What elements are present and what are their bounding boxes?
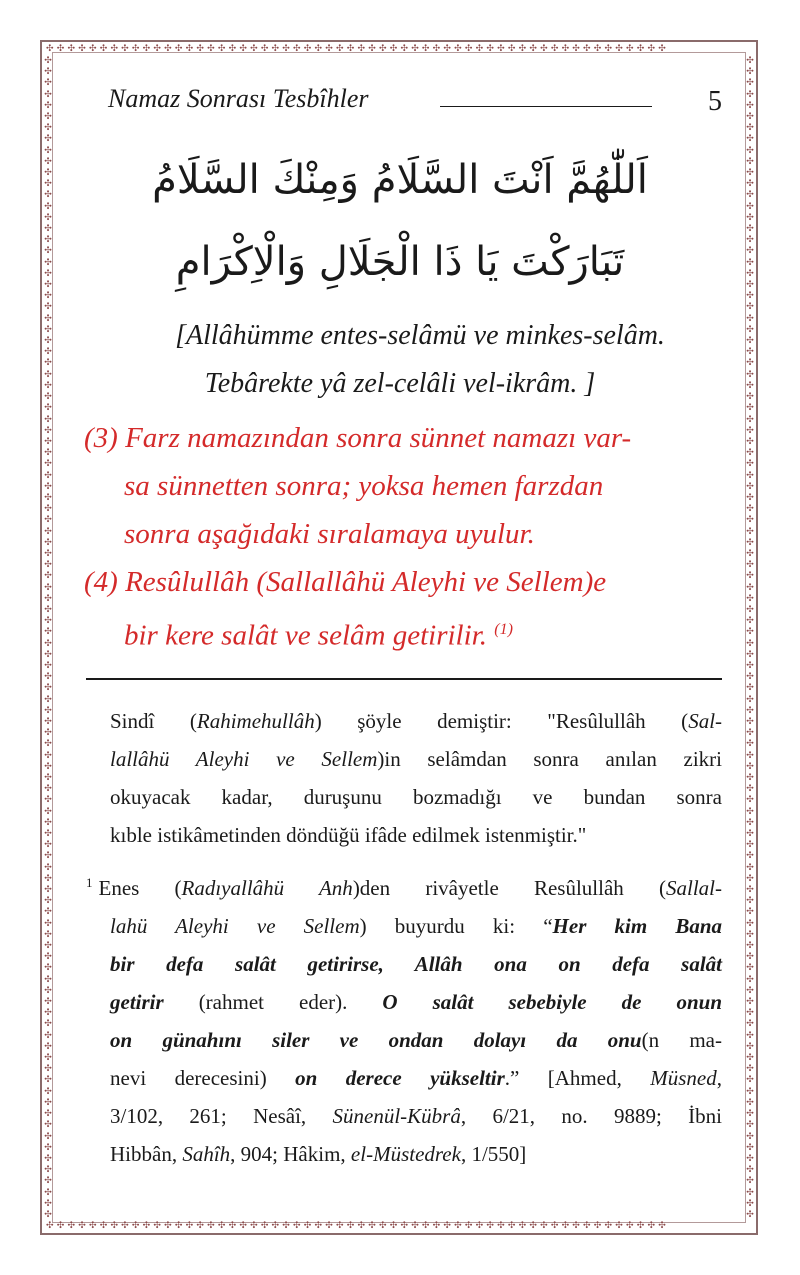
- text-run: ) buyurdu ki: “: [359, 914, 553, 938]
- text-run: nevi derecesini): [110, 1066, 296, 1090]
- text-run: O salât sebebiyle de onun: [382, 990, 722, 1014]
- text-run: 3/102, 261; Nesâî,: [110, 1104, 333, 1128]
- text-run: Sallal-: [665, 876, 722, 900]
- text-run: Sindî (: [110, 709, 197, 733]
- footnote-1-line-2: [86, 907, 722, 945]
- note-3-line-3: sonra aşağıdaki sıralamaya uyulur.: [124, 518, 535, 550]
- footnote-1-line-6: [86, 1059, 722, 1097]
- footnote-sindi-line-3: okuyacak kadar, duruşunu bozmadığı ve bundan sonra: [110, 785, 722, 809]
- text-run: ,: [716, 1066, 722, 1090]
- text-run: on günahını siler ve ondan dolayı da onu: [110, 1028, 642, 1052]
- footnote-1-line-3: bir defa salât getirirse, Allâh ona on defa salât: [110, 952, 722, 976]
- footnote-1-line-1: [86, 864, 722, 907]
- text-run: Sahîh: [182, 1142, 231, 1166]
- footnote-reference: (1): [494, 621, 513, 638]
- footnote-1-line-5: [86, 1021, 722, 1059]
- text-run: .” [Ahmed,: [504, 1066, 651, 1090]
- text-run: lahü Aleyhi ve Sellem: [110, 914, 360, 938]
- footnote-sindi-line-2: [86, 740, 722, 778]
- text-run: Hibbân,: [110, 1142, 183, 1166]
- note-4-line-2: bir kere salât ve selâm getirilir.: [124, 619, 487, 652]
- page-header: [108, 82, 728, 126]
- header-rule: [440, 106, 652, 107]
- footnote-separator: [86, 678, 722, 680]
- text-run: lallâhü Aleyhi ve Sellem: [110, 747, 378, 771]
- text-run: getirir: [110, 990, 164, 1014]
- arabic-line-1: اَللّٰهُمَّ اَنْتَ السَّلَامُ وَمِنْكَ السَّلَامُ: [152, 157, 648, 203]
- footnote-1-marker: 1: [86, 875, 93, 890]
- border-ornament-bottom: ✣✣✣✣✣✣✣✣✣✣✣✣✣✣✣✣✣✣✣✣✣✣✣✣✣✣✣✣✣✣✣✣✣✣✣✣✣✣✣✣✣✣✣✣✣✣✣✣✣✣✣✣✣✣✣✣✣✣: [46, 1221, 669, 1231]
- note-4: [84, 558, 724, 660]
- note-3: [84, 414, 724, 558]
- border-ornament-right: ✣✣✣✣✣✣✣✣✣✣✣✣✣✣✣✣✣✣✣✣✣✣✣✣✣✣✣✣✣✣✣✣✣✣✣✣✣✣✣✣✣✣✣✣✣✣✣✣✣✣✣✣✣✣✣✣✣✣✣✣✣✣✣✣✣✣✣✣✣✣✣✣✣✣✣✣✣✣✣✣✣✣✣✣✣✣✣✣✣✣✣✣✣✣✣✣✣✣✣✣✣✣✣✣: [746, 56, 754, 1219]
- text-run: )in selâmdan sonra anılan zikri: [377, 747, 722, 771]
- text-run: Radıyallâhü Anh: [181, 876, 353, 900]
- footnote-1-line-7: [86, 1097, 722, 1135]
- text-run: , 1/550]: [460, 1142, 527, 1166]
- note-3-line-2: sa sünnetten sonra; yoksa hemen farzdan: [124, 470, 604, 502]
- footnote-sindi: [86, 702, 722, 854]
- footnote-sindi-line-1: [86, 702, 722, 740]
- text-run: )den rivâyetle Resûlullâh (: [352, 876, 666, 900]
- text-run: , 904; Hâkim,: [230, 1142, 351, 1166]
- running-title: Namaz Sonrası Tesbîhler: [108, 84, 369, 113]
- text-run: (rahmet eder).: [163, 990, 383, 1014]
- text-run: Müsned: [650, 1066, 717, 1090]
- footnote-1: [86, 864, 722, 1173]
- note-4-line-2-wrap: [84, 606, 724, 660]
- text-run: Enes (: [98, 876, 182, 900]
- text-run: ) şöyle demiştir: "Resûlullâh (: [314, 709, 689, 733]
- text-run: Rahimehullâh: [196, 709, 315, 733]
- transliteration-line-2: Tebârekte yâ zel-celâli vel-ikrâm. ]: [204, 368, 596, 399]
- note-3-line-1: (3) Farz namazından sonra sünnet namazı var-: [84, 422, 632, 454]
- text-run: Sal-: [688, 709, 723, 733]
- text-run: el-Müstedrek: [350, 1142, 461, 1166]
- page-number: 5: [708, 86, 722, 117]
- text-run: , 6/21, no. 9889; İbni: [460, 1104, 722, 1128]
- text-run: Sünenül-Kübrâ: [332, 1104, 461, 1128]
- footnote-1-line-8: [86, 1135, 722, 1173]
- footnote-1-line-4: [86, 983, 722, 1021]
- footnote-sindi-line-4: kıble istikâmetinden döndüğü ifâde edilmek istenmiştir.": [110, 823, 587, 847]
- text-run: Her kim Bana: [552, 914, 723, 938]
- text-run: (n ma-: [641, 1028, 722, 1052]
- border-ornament-top: ✣✣✣✣✣✣✣✣✣✣✣✣✣✣✣✣✣✣✣✣✣✣✣✣✣✣✣✣✣✣✣✣✣✣✣✣✣✣✣✣✣✣✣✣✣✣✣✣✣✣✣✣✣✣✣✣✣✣: [46, 44, 669, 54]
- text-run: on derece yükseltir: [295, 1066, 505, 1090]
- transliteration-line-1: [Allâhümme entes-selâmü ve minkes-selâm.: [175, 320, 665, 351]
- border-ornament-left: ✣✣✣✣✣✣✣✣✣✣✣✣✣✣✣✣✣✣✣✣✣✣✣✣✣✣✣✣✣✣✣✣✣✣✣✣✣✣✣✣✣✣✣✣✣✣✣✣✣✣✣✣✣✣✣✣✣✣✣✣✣✣✣✣✣✣✣✣✣✣✣✣✣✣✣✣✣✣✣✣✣✣✣✣✣✣✣✣✣✣✣✣✣✣✣✣✣✣✣✣✣✣✣✣: [44, 56, 52, 1219]
- arabic-line-2: تَبَارَكْتَ يَا ذَا الْجَلَالِ وَالْاِكْرَامِ: [175, 239, 625, 285]
- note-4-line-1: (4) Resûlullâh (Sallallâhü Aleyhi ve Sellem)e: [84, 566, 607, 598]
